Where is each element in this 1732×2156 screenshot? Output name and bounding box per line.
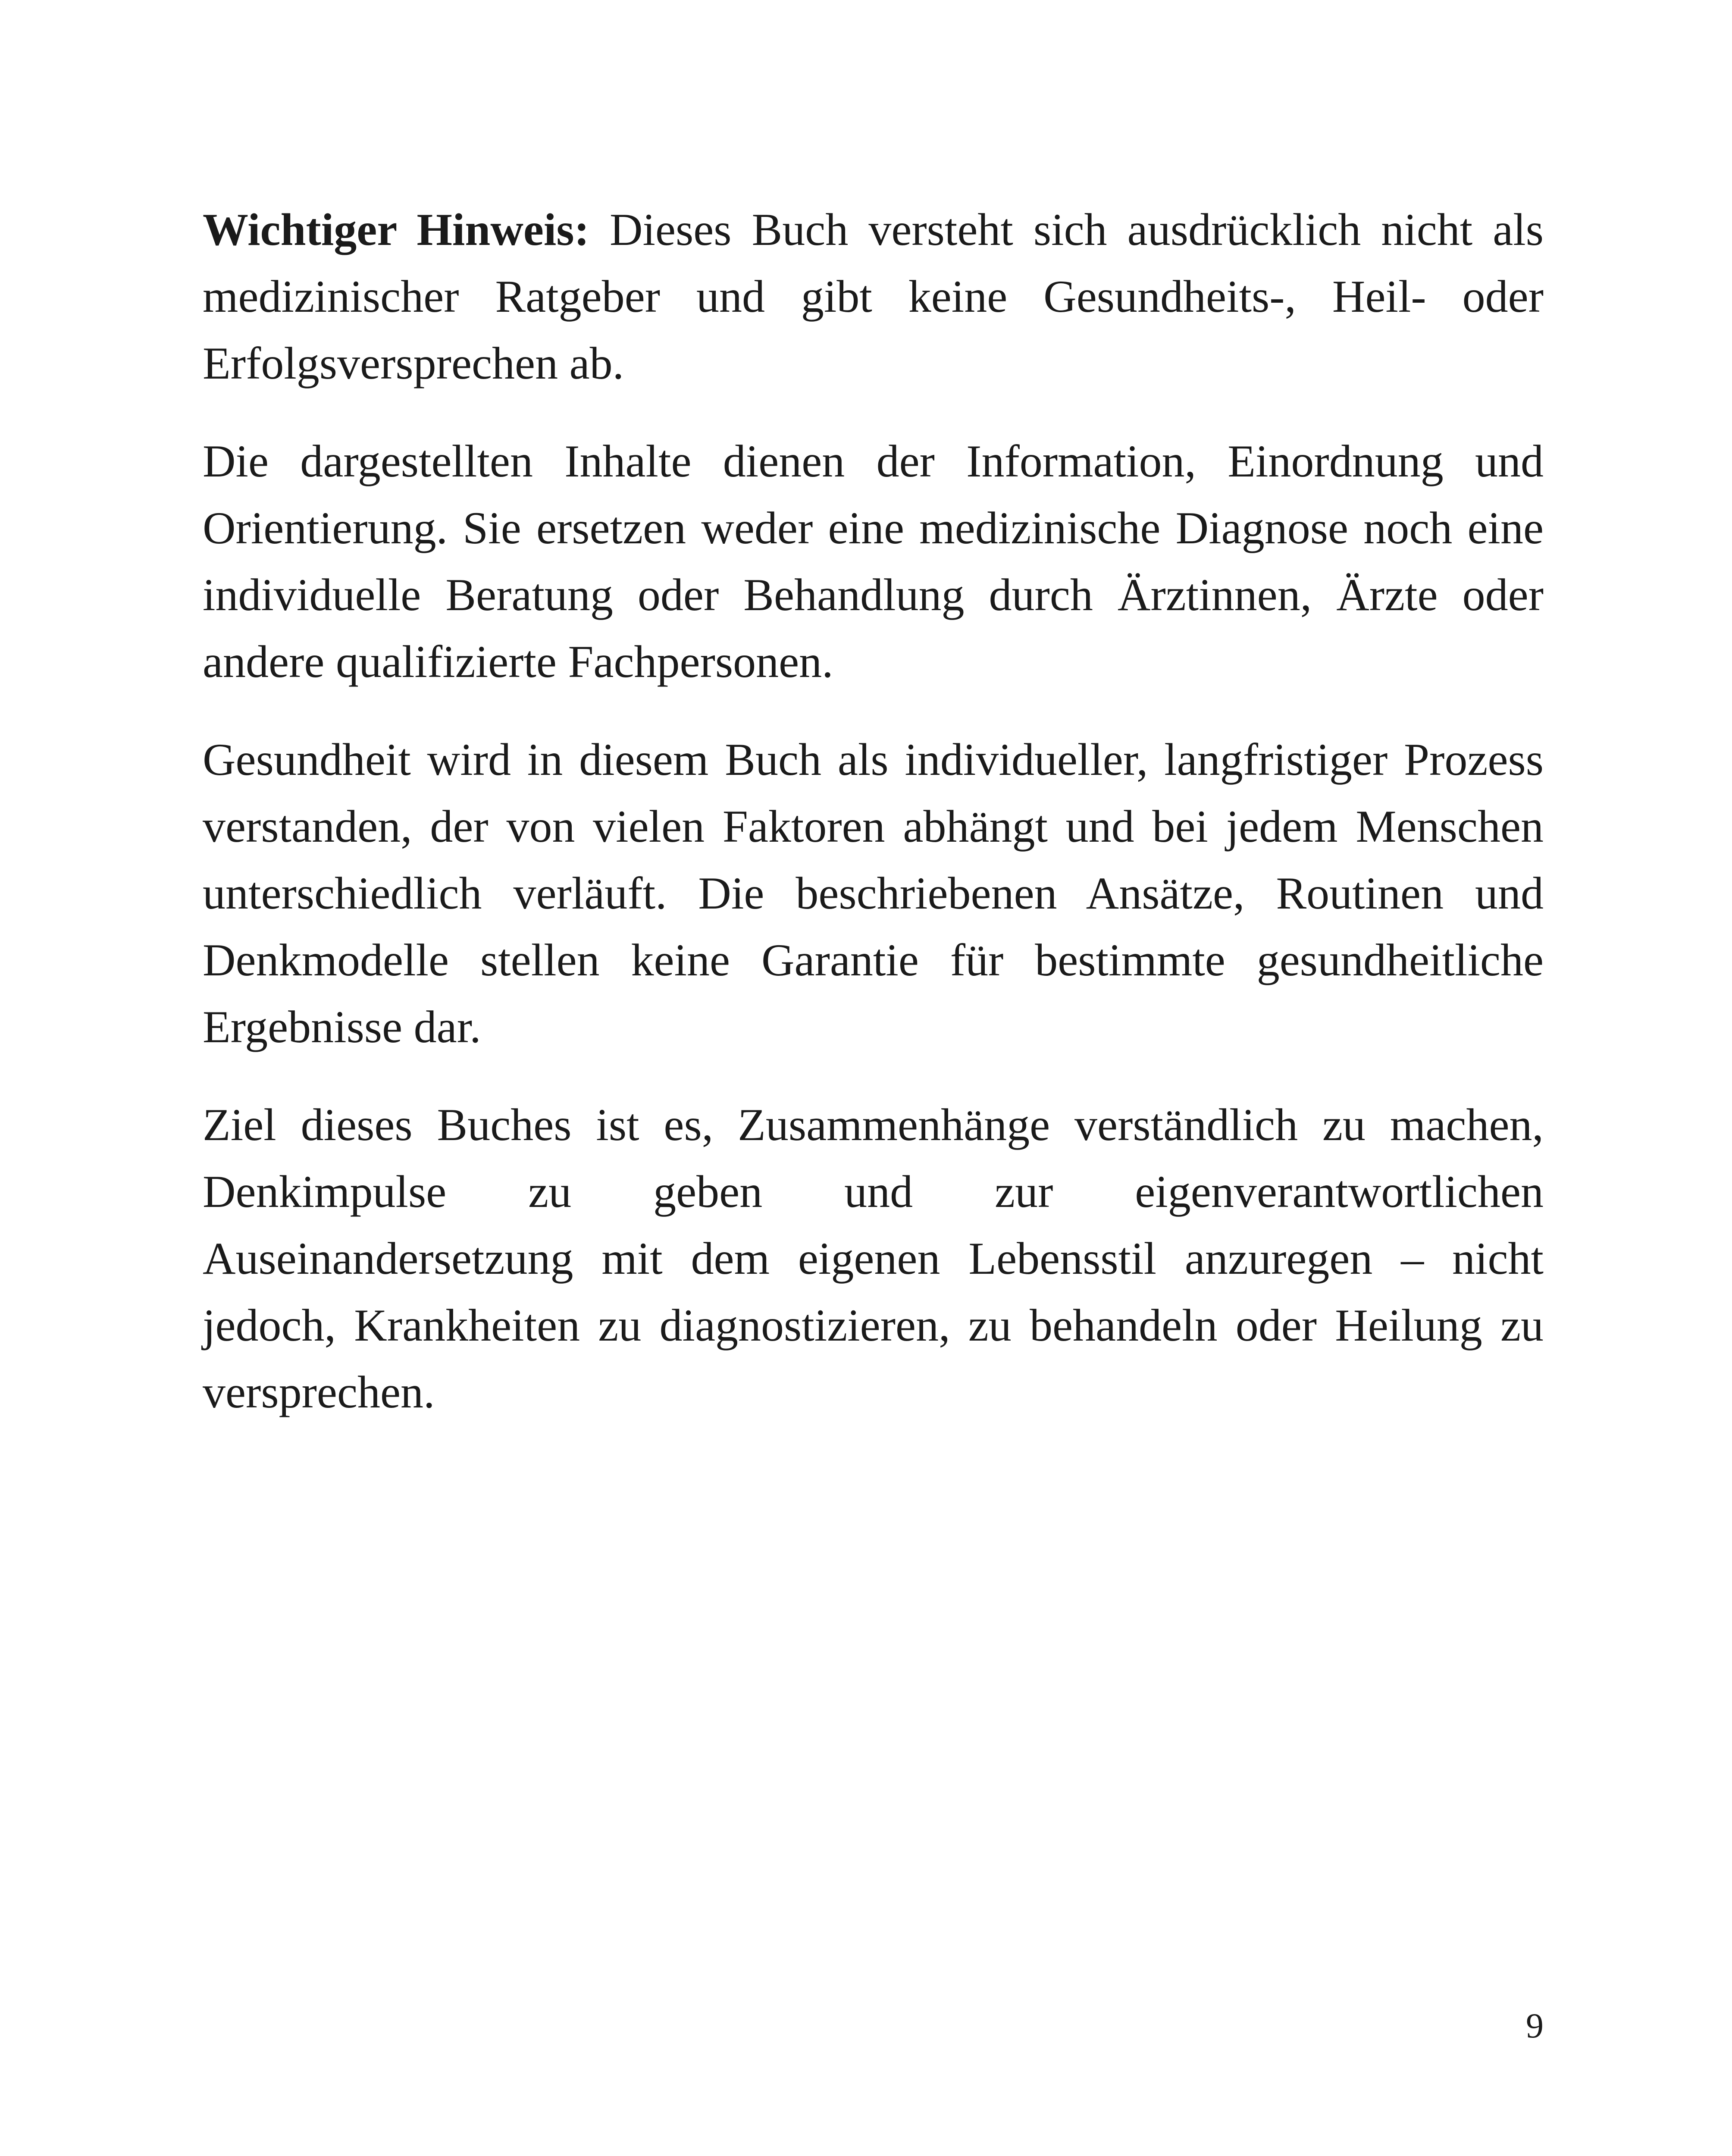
paragraph-health-process: Gesundheit wird in diesem Buch als individueller, langfristiger Prozess verstanden, der von vielen Faktoren abhängt und bei jedem Menschen unterschiedlich verläuft. Die beschriebenen Ansätze, Routinen und Denkmodelle stellen keine Garantie für bestimmte gesundheitliche Ergebnisse dar. <box>203 734 1544 1052</box>
paragraph-important-notice <box>203 196 1544 397</box>
important-notice-label: Wichtiger Hinweis: <box>203 204 589 255</box>
paragraph-content-purpose: Die dargestellten Inhalte dienen der Information, Einordnung und Orientierung. Sie ersetzen weder eine medizinische Diagnose noch eine individuelle Beratung oder Behandlung durch Ärztinnen, Ärzte oder andere qualifizierte Fachpersonen. <box>203 436 1544 687</box>
page-number: 9 <box>1526 2006 1544 2045</box>
paragraph-book-goal: Ziel dieses Buches ist es, Zusammenhänge verständlich zu machen, Denkimpulse zu geben und zur eigenverantwortlichen Auseinandersetzung mit dem eigenen Lebensstil anzuregen – nicht jedoch, Krankheiten zu diagnostizieren, zu behandeln oder Heilung zu versprechen. <box>203 1100 1544 1417</box>
body-text <box>203 196 1544 1457</box>
important-notice-text: Dieses Buch versteht sich ausdrücklich nicht als medizinischer Ratgeber und gibt keine Gesundheits-, Heil- oder Erfolgsversprechen ab. <box>203 204 1544 389</box>
